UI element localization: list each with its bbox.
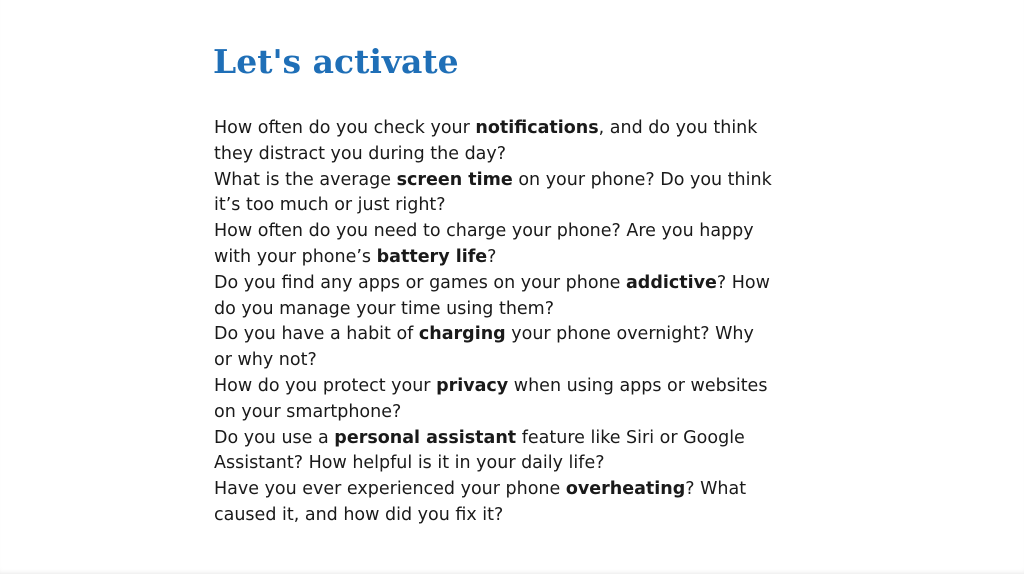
question-text: on your phone? Do you think it’s too much or just right? — [214, 169, 772, 216]
question-item — [214, 477, 774, 529]
question-text: Do you find any apps or games on your phone — [214, 272, 626, 293]
question-text: What is the average — [214, 169, 397, 190]
question-keyword: charging — [418, 324, 506, 345]
question-item — [214, 168, 774, 220]
question-text: when using apps or websites on your smartphone? — [214, 375, 768, 422]
question-keyword: addictive — [626, 272, 717, 293]
question-text: , and do you think they distract you during the day? — [214, 118, 758, 164]
question-item — [214, 116, 774, 168]
question-item — [214, 219, 774, 271]
question-item — [214, 271, 774, 323]
question-text: ? What caused it, and how did you fix it? — [214, 479, 747, 525]
question-text: Do you have a habit of — [214, 324, 419, 345]
question-text: feature like Siri or Google Assistant? How helpful is it in your daily life? — [214, 427, 745, 474]
question-text: ? — [487, 246, 497, 267]
question-text: ? How do you manage your time using them? — [214, 272, 770, 319]
question-list — [214, 116, 774, 529]
question-text: Have you ever experienced your phone — [214, 479, 566, 500]
question-keyword: privacy — [436, 375, 509, 396]
question-item — [214, 426, 774, 478]
question-keyword: screen time — [396, 169, 513, 190]
question-keyword: personal assistant — [334, 427, 517, 448]
question-item — [214, 322, 774, 374]
question-text: your phone overnight? Why or why not? — [214, 324, 754, 371]
question-text: How do you protect your — [214, 375, 437, 396]
question-keyword: notifications — [475, 118, 599, 138]
question-text: How often do you need to charge your phone? Are you happy with your phone’s — [214, 221, 754, 267]
question-item — [214, 374, 774, 426]
question-keyword: overheating — [565, 479, 686, 500]
question-keyword: battery life — [376, 246, 488, 267]
slide-title: Let's activate — [213, 42, 459, 81]
question-text: How often do you check your — [214, 118, 476, 138]
question-text: Do you use a — [214, 427, 335, 448]
